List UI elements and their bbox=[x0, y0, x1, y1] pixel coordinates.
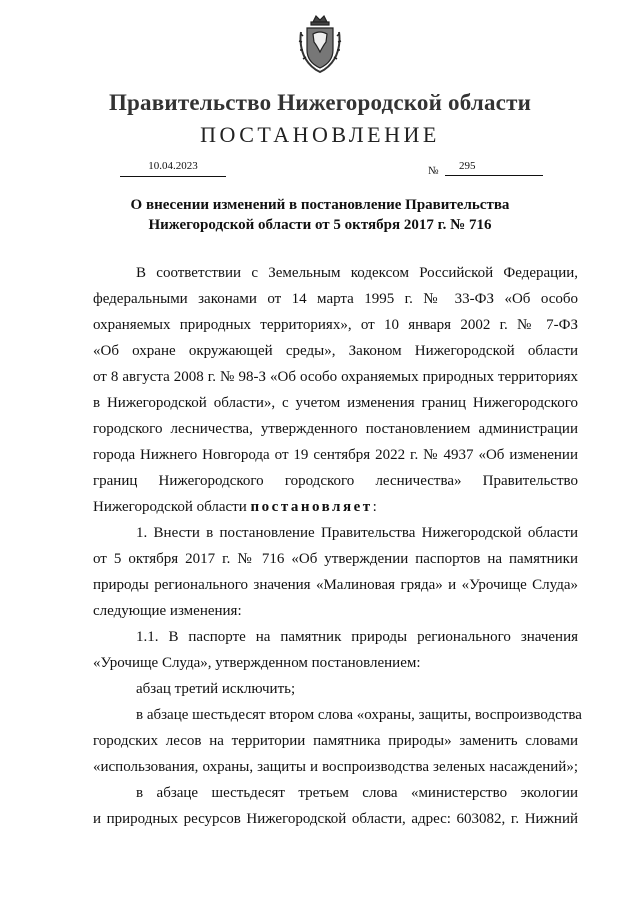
text-line bbox=[93, 496, 377, 518]
coat-of-arms-icon bbox=[297, 12, 343, 74]
resolves-word: постановляет bbox=[250, 499, 373, 515]
text-line: 1.1. В паспорте на памятник природы регионального значения bbox=[136, 629, 578, 645]
text-line: следующие изменения: bbox=[93, 603, 242, 619]
text-line: от 8 августа 2008 г. № 98-З «Об особо охраняемых природных территориях bbox=[93, 369, 578, 385]
document-number: 295 bbox=[445, 160, 543, 176]
document-heading bbox=[60, 195, 580, 235]
text-line: «Урочище Слуда», утвержденном постановлением: bbox=[93, 655, 421, 671]
text-line: В соответствии с Земельным кодексом Российской Федерации, bbox=[136, 265, 578, 281]
text-line: 1. Внести в постановление Правительства Нижегородской области bbox=[136, 525, 578, 541]
document-type: ПОСТАНОВЛЕНИЕ bbox=[200, 122, 440, 147]
text-line: и природных ресурсов Нижегородской области, адрес: 603082, г. Нижний bbox=[93, 811, 578, 827]
text-line: в абзаце шестьдесят третьем слова «министерство экологии bbox=[136, 785, 578, 801]
text-line: города Нижнего Новгорода от 19 сентября 2022 г. № 4937 «Об изменении bbox=[93, 447, 578, 463]
text-line: городского лесничества, утвержденного постановлением администрации bbox=[93, 421, 578, 437]
number-sign: № bbox=[428, 165, 439, 177]
text-line: «использования, охраны, защиты и воспроизводства зеленых насаждений»; bbox=[93, 759, 578, 775]
document-date: 10.04.2023 bbox=[120, 160, 226, 177]
text-line: абзац третий исключить; bbox=[136, 681, 296, 697]
heading-line: Нижегородской области от 5 октября 2017 г. № 716 bbox=[148, 217, 492, 233]
text-line: границ Нижегородского городского лесничества» Правительство bbox=[93, 473, 578, 489]
text-line: от 5 октября 2017 г. № 716 «Об утверждении паспортов на памятники bbox=[93, 551, 578, 567]
text-line: в Нижегородской области», с учетом изменения границ Нижегородского bbox=[93, 395, 578, 411]
region-text: Нижегородской области bbox=[93, 499, 247, 515]
text-line: федеральными законами от 14 марта 1995 г. № 33-ФЗ «Об особо bbox=[93, 291, 578, 307]
text-line: «Об охране окружающей среды», Законом Нижегородской области bbox=[93, 343, 578, 359]
text-line: охраняемых природных территориях», от 10 января 2002 г. № 7-ФЗ bbox=[93, 317, 578, 333]
colon: : bbox=[372, 499, 377, 515]
heading-line: О внесении изменений в постановление Правительства bbox=[130, 197, 510, 213]
government-title: Правительство Нижегородской области bbox=[108, 90, 532, 115]
text-line: в абзаце шестьдесят втором слова «охраны, защиты, воспроизводства bbox=[136, 707, 582, 723]
text-line: городских лесов на территории памятника природы» заменить словами bbox=[93, 733, 578, 749]
text-line: природы регионального значения «Малиновая гряда» и «Урочище Слуда» bbox=[93, 577, 578, 593]
